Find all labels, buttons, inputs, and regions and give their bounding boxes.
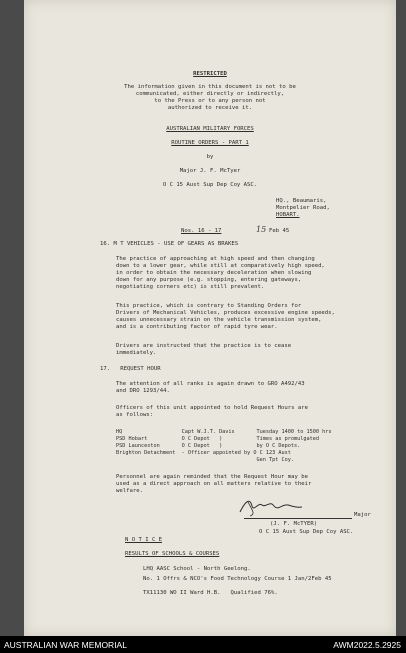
request-hour-row: PSD Launceston O C Depot ) by O C Depots. <box>116 443 301 449</box>
by-text: by <box>206 154 214 160</box>
signature-rank: Major <box>354 512 371 518</box>
paragraph-line: The attention of all ranks is again drawn to GRO A492/43 <box>116 381 305 387</box>
paragraph-line: used as a direct approach on all matters relative to their <box>116 481 312 487</box>
paragraph-line: Officers of this unit appointed to hold Request Hours are <box>116 405 308 411</box>
paragraph-line: down for any purpose (e.g. stopping, entering gateways, <box>116 277 302 283</box>
paragraph-line: Drivers of Mechanical Vehicles, produces excessive engine speeds, <box>116 310 335 316</box>
document-page <box>24 0 396 636</box>
paragraph-line: welfare. <box>116 488 143 494</box>
paragraph-line: causes unnecessary strain on the vehicle transmission system, <box>116 317 322 323</box>
archive-footer <box>0 636 406 653</box>
notice-heading: N O T I C E <box>125 537 163 543</box>
paragraph-line: immediately. <box>116 350 157 356</box>
handwritten-date: 15 <box>256 225 267 234</box>
signature-unit: O C 15 Aust Sup Dep Coy ASC. <box>259 529 354 535</box>
course-result: TX11130 WO II Ward H.B. Qualified 76%. <box>143 590 278 596</box>
notice-subheading: RESULTS OF SCHOOLS & COURSES <box>125 551 220 557</box>
unit-name: O C 15 Aust Sup Dep Coy ASC. <box>162 182 258 188</box>
classification-heading: RESTRICTED <box>193 71 227 77</box>
hq-address-line: HQ., Beaumaris, <box>276 198 327 204</box>
signature-line <box>244 518 352 519</box>
paragraph-line: down to a lower gear, while still at comparatively high speed, <box>116 263 325 269</box>
caveat-line: authorized to receive it. <box>167 105 253 111</box>
order-numbers: Nos. 16 - 17 <box>181 228 222 234</box>
caveat-line: to the Press or to any person not <box>154 98 266 104</box>
notice-line: No. 1 Offrs & NCO's Food Technology Course 1 Jan/2Feb 45 <box>143 576 332 582</box>
section-17-heading: 17. REQUEST HOUR <box>100 366 161 372</box>
request-hour-row: PSD Hobart O C Depot ) Times as promulgated <box>116 436 320 442</box>
handwritten-signature <box>236 496 306 518</box>
force-heading: AUSTRALIAN MILITARY FORCES <box>166 126 254 132</box>
request-hour-row: Gen Tpt Coy. <box>116 457 295 463</box>
signature-name: (J. F. McTYER) <box>270 521 318 527</box>
paragraph-line: Personnel are again reminded that the Request Hour may be <box>116 474 308 480</box>
hq-address-line: HOBART. <box>276 212 300 218</box>
orders-title: ROUTINE ORDERS - PART 1 <box>171 140 249 146</box>
request-hour-row: Brighton Detachment - Officer appointed by O C 123 Aust <box>116 450 291 456</box>
request-hour-row: HQ Capt W.J.T. Davis Tuesday 1400 to 1500 hrs <box>116 429 332 435</box>
paragraph-line: The practice of approaching at high speed and then changing <box>116 256 315 262</box>
paragraph-line: negotiating corners etc) is still prevalent. <box>116 284 265 290</box>
paragraph-line: in order to obtain the necessary deceleration when slowing <box>116 270 312 276</box>
footer-accession-number: AWM2022.5.2925 <box>333 640 401 650</box>
order-date: Feb 45 <box>269 228 290 234</box>
footer-source: AUSTRALIAN WAR MEMORIAL <box>4 640 127 650</box>
section-16-heading: 16. M T VEHICLES - USE OF GEARS AS BRAKES <box>100 241 239 247</box>
paragraph-line: Drivers are instructed that the practice is to cease <box>116 343 292 349</box>
paragraph-line: and is a contributing factor of rapid tyre wear. <box>116 324 278 330</box>
paragraph-line: as follows: <box>116 412 154 418</box>
hq-address-line: Montpelier Road, <box>276 205 330 211</box>
officer-name: Major J. F. McTyer <box>179 168 241 174</box>
paragraph-line: and DRO 1293/44. <box>116 388 170 394</box>
caveat-line: communicated, either directly or indirectly, <box>135 91 285 97</box>
notice-line: LHQ AASC School - North Geelong. <box>143 566 251 572</box>
paragraph-line: This practice, which is contrary to Standing Orders for <box>116 303 302 309</box>
caveat-line: The information given in this document is not to be <box>124 84 296 90</box>
